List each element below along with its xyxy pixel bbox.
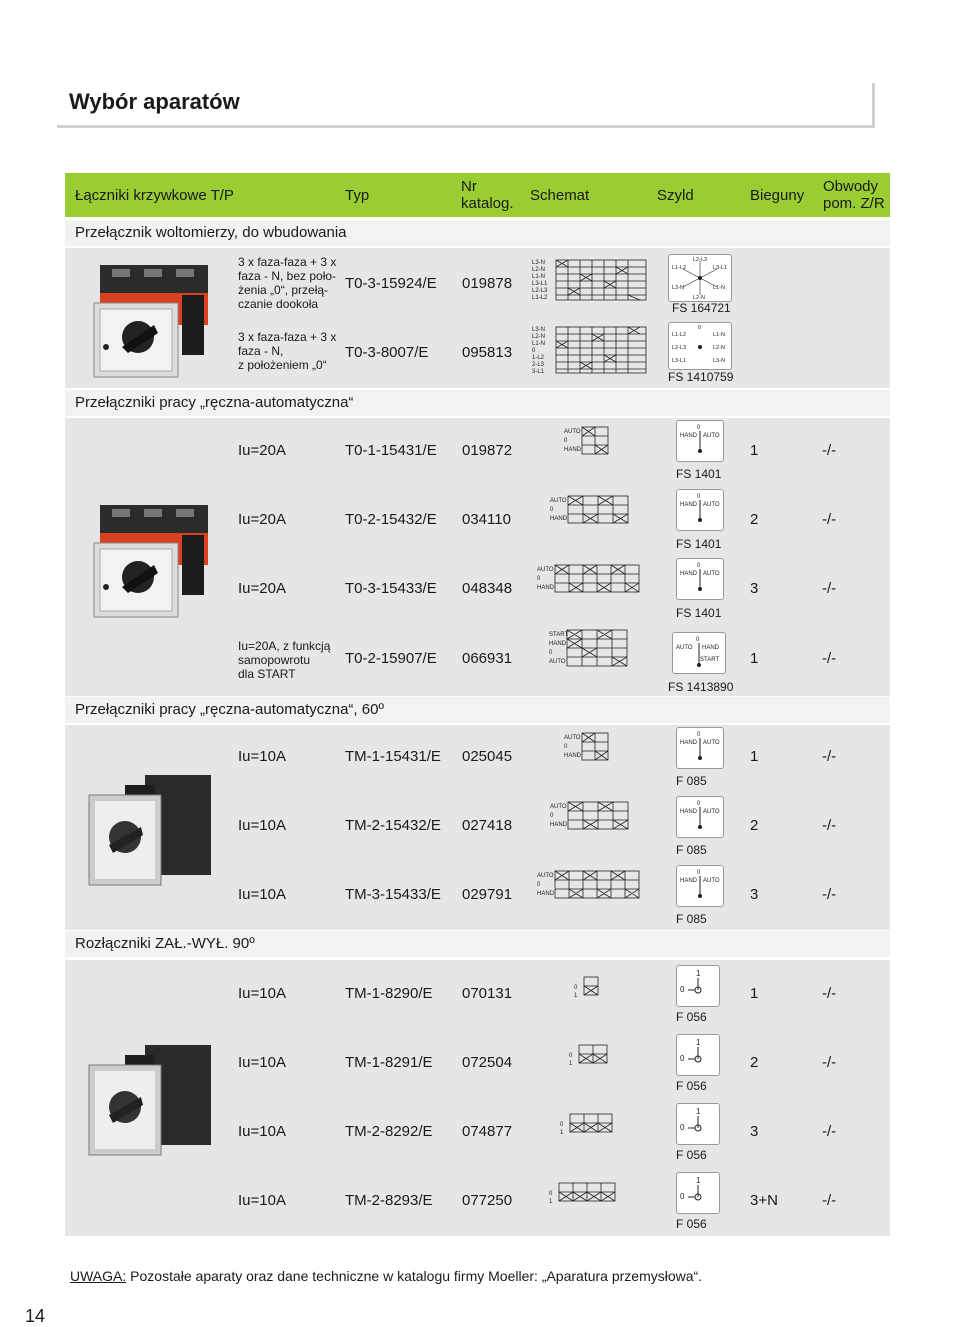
plate-label: 0	[680, 985, 685, 994]
label-plate	[676, 727, 724, 769]
section-title: Przełączniki pracy „ręczna-automatyczna“, 60º	[75, 701, 384, 718]
row-desc: Iu=10A	[238, 886, 286, 903]
row-obwody: -/-	[822, 886, 837, 903]
row-typ: T0-2-15432/E	[345, 511, 437, 528]
plate-label: 0	[680, 1123, 685, 1132]
desc-line: dla START	[238, 667, 296, 681]
schem-label: START	[549, 632, 569, 638]
plate-label: 0	[698, 325, 702, 331]
plate-label: AUTO	[703, 809, 720, 815]
label-plate	[676, 1034, 720, 1076]
schematic-diagram	[548, 494, 633, 544]
section-hand-auto	[65, 390, 890, 416]
szyld-code: F 056	[676, 1079, 707, 1093]
row-typ: TM-2-15432/E	[345, 817, 441, 834]
row-nr: 019878	[462, 275, 513, 292]
label-plate	[676, 796, 724, 838]
row-desc: Iu=20A	[238, 442, 286, 459]
plate-label: AUTO	[703, 878, 720, 884]
schem-label: AUTO	[537, 567, 554, 573]
schem-label: 0	[574, 985, 578, 991]
plate-label: 0	[697, 494, 701, 500]
header-nr-2: katalog.	[461, 195, 514, 212]
label-plate	[676, 965, 720, 1007]
plate-label: AUTO	[703, 740, 720, 746]
schematic-diagram	[535, 563, 645, 613]
szyld-code: F 085	[676, 843, 707, 857]
desc-line: faza - N,	[238, 344, 284, 358]
schem-label: L2-N	[532, 267, 546, 273]
row-desc: Iu=10A	[238, 985, 286, 1002]
plate-label: 0	[697, 870, 701, 876]
plate-label: 0	[697, 732, 701, 738]
row-obwody: -/-	[822, 580, 837, 597]
desc-line: 3 x faza-faza + 3 x	[238, 330, 337, 344]
row-nr: 072504	[462, 1054, 513, 1071]
desc-line: czanie dookoła	[238, 297, 319, 311]
schem-label: 1	[569, 1061, 573, 1067]
schematic-diagram	[548, 800, 633, 850]
row-obwody: -/-	[822, 442, 837, 459]
row-typ: T0-3-15924/E	[345, 275, 437, 292]
row-typ: T0-2-15907/E	[345, 650, 437, 667]
row-nr: 074877	[462, 1123, 513, 1140]
row-bieguny: 2	[750, 1054, 759, 1071]
label-plate	[676, 489, 724, 531]
schem-label: HAND	[549, 641, 567, 647]
footnote-label: UWAGA:	[70, 1268, 127, 1284]
row-desc: Iu=20A	[238, 511, 286, 528]
schem-label: HAND	[537, 891, 555, 897]
row-obwody: -/-	[822, 511, 837, 528]
label-plate	[672, 632, 726, 674]
section-voltmeter	[65, 220, 890, 246]
row-obwody: -/-	[822, 1054, 837, 1071]
desc-line: żenia „0“, przełą-	[238, 283, 329, 297]
schem-label: AUTO	[550, 804, 567, 810]
title-bar	[57, 83, 875, 128]
plate-label: 0	[680, 1192, 685, 1201]
label-plate	[676, 558, 724, 600]
row-nr: 029791	[462, 886, 513, 903]
desc-line: 3 x faza-faza + 3 x	[238, 255, 337, 269]
schem-label: 0	[560, 1122, 564, 1128]
plate-label: 0	[680, 1054, 685, 1063]
row-obwody: -/-	[822, 748, 837, 765]
plate-label: L3-L1	[672, 358, 687, 364]
plate-label: 0	[697, 425, 701, 431]
plate-label: L1-N	[713, 285, 725, 291]
schem-label: L1-N	[532, 274, 546, 280]
desc-line: faza - N, bez poło-	[238, 269, 337, 283]
plate-label: L2-L3	[693, 257, 708, 263]
row-bieguny: 1	[750, 985, 759, 1002]
schem-label: L3-N	[532, 260, 546, 266]
schematic-diagram	[562, 425, 622, 475]
szyld-code: FS 1410759	[668, 370, 734, 384]
switch-photo-large	[92, 495, 217, 620]
row-desc: Iu=10A	[238, 817, 286, 834]
plate-label: L3-N	[713, 358, 725, 364]
schem-label: 1	[549, 1199, 553, 1205]
row-desc	[238, 255, 336, 311]
row-bieguny: 1	[750, 442, 759, 459]
row-typ: TM-1-15431/E	[345, 748, 441, 765]
schem-label: 0	[549, 1191, 553, 1197]
row-nr: 048348	[462, 580, 513, 597]
plate-label: L2-N	[713, 345, 725, 351]
schem-label: 0	[569, 1053, 573, 1059]
row-bieguny: 1	[750, 650, 759, 667]
header-obwody-1: Obwody	[823, 178, 879, 195]
plate-label: AUTO	[676, 645, 693, 651]
row-desc: Iu=10A	[238, 748, 286, 765]
row-bieguny: 1	[750, 748, 759, 765]
row-nr: 034110	[462, 511, 511, 528]
plate-label: HAND	[680, 571, 698, 577]
row-bieguny: 3	[750, 580, 759, 597]
page-number: 14	[25, 1306, 46, 1326]
row-nr: 070131	[462, 985, 513, 1002]
schem-label: 0	[550, 813, 554, 819]
schematic-diagram	[535, 869, 645, 919]
row-typ: TM-1-8290/E	[345, 985, 433, 1002]
szyld-code: F 085	[676, 912, 707, 926]
plate-label: AUTO	[703, 502, 720, 508]
desc-line: samopowrotu	[238, 653, 311, 667]
plate-label: HAND	[680, 740, 698, 746]
label-plate	[668, 322, 732, 370]
row-bieguny: 3	[750, 886, 759, 903]
szyld-code: FS 1401	[676, 537, 722, 551]
row-typ: TM-3-15433/E	[345, 886, 441, 903]
plate-label: AUTO	[703, 571, 720, 577]
row-bieguny: 3	[750, 1123, 759, 1140]
header-obwody-2: pom. Z/R	[823, 195, 885, 212]
switch-photo-small	[85, 765, 215, 895]
schem-label: 1	[560, 1130, 564, 1136]
section-hand-auto-60	[65, 697, 890, 723]
schem-label: HAND	[537, 585, 555, 591]
table-header	[65, 173, 890, 217]
schem-label: 0	[532, 348, 536, 354]
schem-label: AUTO	[564, 429, 581, 435]
plate-label: L1-L2	[672, 332, 687, 338]
schematic-diagram	[547, 628, 632, 688]
row-nr: 095813	[462, 344, 513, 361]
schem-label: L3-L1	[532, 281, 548, 287]
schem-label: L2-N	[532, 334, 546, 340]
schem-label: AUTO	[550, 498, 567, 504]
szyld-code: F 085	[676, 774, 707, 788]
szyld-code: FS 1401	[676, 467, 722, 481]
row-nr: 077250	[462, 1192, 513, 1209]
plate-label: START	[700, 657, 720, 663]
row-obwody: -/-	[822, 1123, 837, 1140]
row-typ: T0-3-8007/E	[345, 344, 429, 361]
row-typ: T0-1-15431/E	[345, 442, 437, 459]
label-plate	[668, 254, 732, 302]
label-plate	[676, 865, 724, 907]
plate-label: 1	[696, 1038, 701, 1047]
section-title: Rozłączniki ZAŁ.-WYŁ. 90º	[75, 935, 255, 952]
plate-label: L1-L2	[672, 265, 687, 271]
schem-label: L3-N	[532, 327, 546, 333]
schem-label: 0	[564, 438, 568, 444]
schem-label: HAND	[550, 822, 568, 828]
section-on-off	[65, 931, 890, 957]
plate-label: 0	[696, 637, 700, 643]
header-bieguny: Bieguny	[750, 187, 805, 204]
row-typ: TM-2-8292/E	[345, 1123, 433, 1140]
schem-label: 1	[574, 993, 578, 999]
section-title: Przełączniki pracy „ręczna-automatyczna“	[75, 394, 354, 411]
schem-label: AUTO	[564, 735, 581, 741]
row-desc: Iu=10A	[238, 1054, 286, 1071]
plate-label: HAND	[680, 809, 698, 815]
schematic-diagram	[570, 975, 610, 1015]
desc-line: z położeniem „0“	[238, 358, 327, 372]
plate-label: 0	[697, 801, 701, 807]
page-title: Wybór aparatów	[69, 89, 240, 114]
plate-label: 1	[696, 969, 701, 978]
row-nr: 027418	[462, 817, 513, 834]
plate-label: L2-L3	[672, 345, 687, 351]
plate-label: L2-N	[693, 295, 705, 301]
header-typ: Typ	[345, 187, 370, 204]
schem-label: 0	[564, 744, 568, 750]
szyld-code: F 056	[676, 1010, 707, 1024]
szyld-code: FS 1413890	[668, 680, 734, 694]
row-nr: 066931	[462, 650, 513, 667]
label-plate	[676, 1103, 720, 1145]
row-obwody: -/-	[822, 1192, 837, 1209]
header-nr-1: Nr	[461, 178, 477, 195]
row-nr: 019872	[462, 442, 513, 459]
row-obwody: -/-	[822, 817, 837, 834]
footnote-text: Pozostałe aparaty oraz dane techniczne w katalogu firmy Moeller: „Aparatura przemysłowa“.	[126, 1268, 703, 1284]
row-obwody: -/-	[822, 650, 837, 667]
header-schemat: Schemat	[530, 187, 590, 204]
plate-label: AUTO	[703, 433, 720, 439]
switch-photo-large	[92, 255, 217, 380]
row-typ: TM-2-8293/E	[345, 1192, 433, 1209]
schematic-diagram	[545, 1181, 630, 1221]
row-typ: TM-1-8291/E	[345, 1054, 433, 1071]
row-typ: T0-3-15433/E	[345, 580, 437, 597]
plate-label: 1	[696, 1176, 701, 1185]
schem-label: L1-N	[532, 341, 546, 347]
schematic-diagram	[532, 325, 652, 380]
szyld-code: F 056	[676, 1148, 707, 1162]
header-szyld: Szyld	[657, 187, 694, 204]
schem-label: 3-L1	[532, 369, 545, 375]
row-bieguny: 3+N	[750, 1192, 778, 1209]
section-title: Przełącznik woltomierzy, do wbudowania	[75, 224, 347, 241]
schem-label: HAND	[550, 516, 568, 522]
plate-label: HAND	[680, 433, 698, 439]
plate-label: L1-N	[713, 332, 725, 338]
row-bieguny: 2	[750, 817, 759, 834]
label-plate	[676, 1172, 720, 1214]
schematic-diagram	[562, 731, 622, 781]
row-desc	[238, 330, 336, 372]
schem-label: 2-L3	[532, 362, 545, 368]
row-desc	[238, 639, 330, 681]
row-desc: Iu=10A	[238, 1192, 286, 1209]
plate-label: HAND	[702, 645, 720, 651]
szyld-code: FS 164721	[672, 301, 731, 315]
schematic-diagram	[565, 1043, 615, 1083]
row-nr: 025045	[462, 748, 513, 765]
row-obwody: -/-	[822, 985, 837, 1002]
row-desc: Iu=20A	[238, 580, 286, 597]
schem-label: 1-L2	[532, 355, 545, 361]
plate-label: L3-N	[672, 285, 684, 291]
schem-label: AUTO	[537, 873, 554, 879]
footnote	[70, 1268, 702, 1284]
plate-label: L3-L1	[713, 265, 728, 271]
schematic-diagram	[532, 258, 652, 308]
schem-label: HAND	[564, 447, 582, 453]
plate-label: HAND	[680, 878, 698, 884]
schem-label: L1-L2	[532, 295, 548, 301]
schem-label: 0	[549, 650, 553, 656]
schem-label: L2-L3	[532, 288, 548, 294]
schem-label: 0	[537, 882, 541, 888]
schematic-diagram	[556, 1112, 626, 1152]
schem-label: 0	[550, 507, 554, 513]
plate-label: 0	[697, 563, 701, 569]
plate-label: HAND	[680, 502, 698, 508]
schem-label: 0	[537, 576, 541, 582]
schem-label: AUTO	[549, 659, 566, 665]
szyld-code: F 056	[676, 1217, 707, 1231]
label-plate	[676, 420, 724, 462]
row-bieguny: 2	[750, 511, 759, 528]
schem-label: HAND	[564, 753, 582, 759]
header-name: Łączniki krzywkowe T/P	[75, 187, 234, 204]
plate-label: 1	[696, 1107, 701, 1116]
row-desc: Iu=10A	[238, 1123, 286, 1140]
szyld-code: FS 1401	[676, 606, 722, 620]
switch-photo-small	[85, 1035, 215, 1165]
desc-line: Iu=20A, z funkcją	[238, 639, 331, 653]
